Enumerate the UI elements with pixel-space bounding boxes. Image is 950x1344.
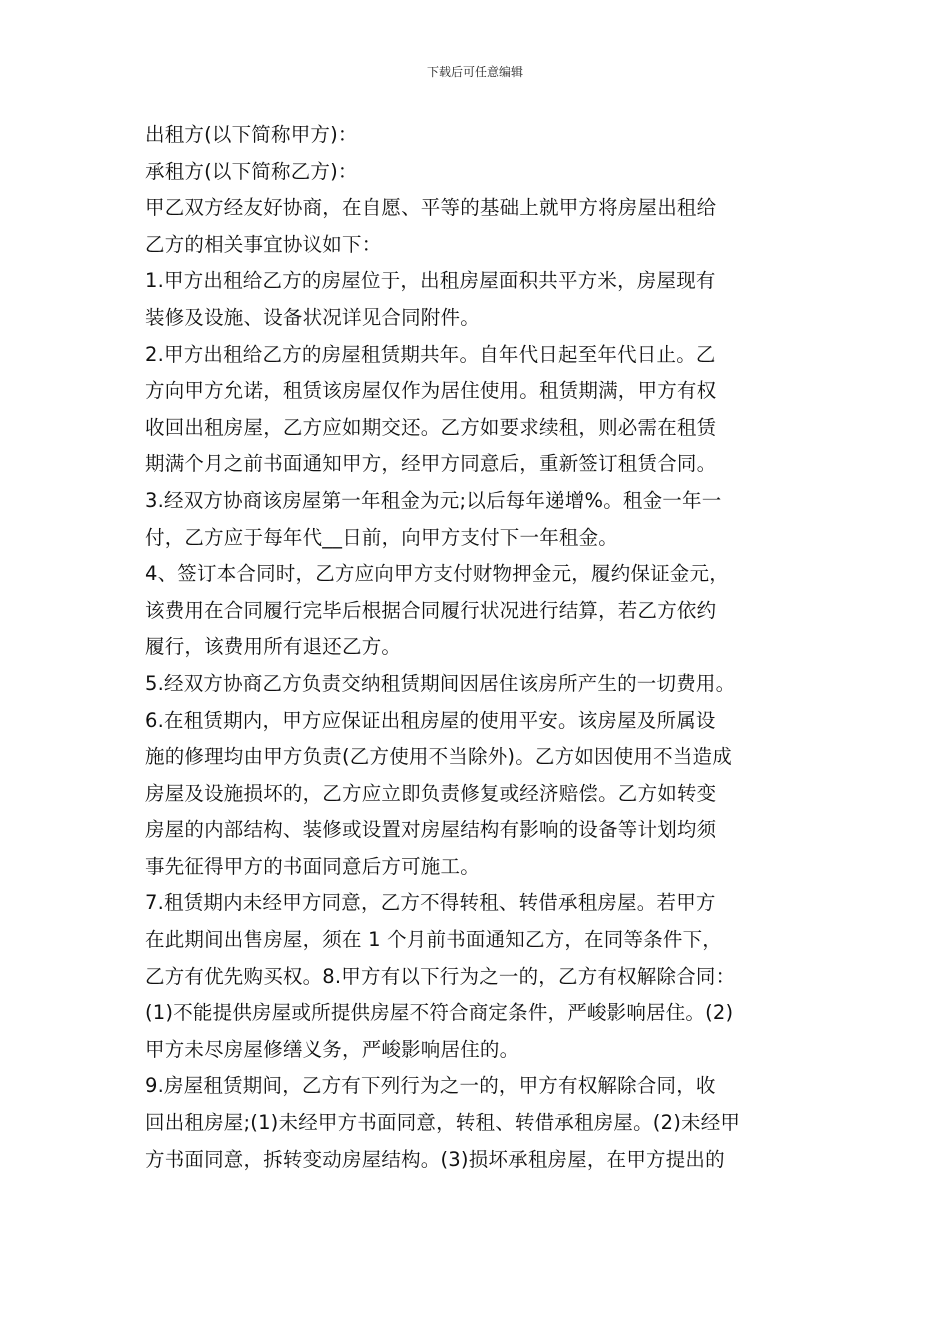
text-line: 方向甲方允诺，租赁该房屋仅作为居住使用。租赁期满，甲方有权 [145, 379, 717, 403]
text-line: 6.在租赁期内，甲方应保证出租房屋的使用平安。该房屋及所属设 [145, 708, 716, 732]
text-line: 9.房屋租赁期间，乙方有下列行为之一的，甲方有权解除合同，收 [145, 1074, 716, 1098]
text-line: 该费用在合同履行完毕后根据合同履行状况进行结算，若乙方依约 [145, 598, 717, 622]
text-line: 付，乙方应于每年代__日前，向甲方支付下一年租金。 [145, 525, 619, 549]
text-line: 履行，该费用所有退还乙方。 [145, 635, 402, 659]
text-line: 3.经双方协商该房屋第一年租金为元;以后每年递增%。租金一年一 [145, 488, 722, 512]
text-line: 回出租房屋;(1)未经甲方书面同意，转租、转借承租房屋。(2)未经甲 [145, 1111, 741, 1135]
text-line: 2.甲方出租给乙方的房屋租赁期共年。自年代日起至年代日止。乙 [145, 342, 716, 366]
text-line: 房屋及设施损坏的，乙方应立即负责修复或经济赔偿。乙方如转变 [145, 781, 717, 805]
text-line: 承租方(以下简称乙方)： [145, 159, 358, 183]
text-line: 1.甲方出租给乙方的房屋位于，出租房屋面积共平方米，房屋现有 [145, 269, 716, 293]
text-line: 7.租赁期内未经甲方同意，乙方不得转租、转借承租房屋。若甲方 [145, 891, 716, 915]
text-line: 4、签订本合同时，乙方应向甲方支付财物押金元，履约保证金元， [145, 562, 729, 586]
text-line: 在此期间出售房屋，须在 1 个月前书面通知乙方，在同等条件下， [145, 928, 723, 952]
text-line: 甲方未尽房屋修缮义务，严峻影响居住的。 [145, 1037, 520, 1061]
text-line: 乙方有优先购买权。8.甲方有以下行为之一的，乙方有权解除合同： [145, 964, 736, 988]
document-body [145, 117, 817, 1178]
text-line: 5.经双方协商乙方负责交纳租赁期间因居住该房所产生的一切费用。 [145, 671, 736, 695]
text-line: 施的修理均由甲方负责(乙方使用不当除外)。乙方如因使用不当造成 [145, 745, 732, 769]
text-line: 出租方(以下简称甲方)： [145, 123, 358, 146]
text-line: 甲乙双方经友好协商，在自愿、平等的基础上就甲方将房屋出租给 [145, 196, 717, 220]
text-line: 方书面同意，拆转变动房屋结构。(3)损坏承租房屋，在甲方提出的 [145, 1147, 725, 1171]
page-header: 下载后可任意编辑 [426, 65, 523, 79]
text-line: 装修及设施、设备状况详见合同附件。 [145, 305, 480, 329]
text-line: 收回出租房屋，乙方应如期交还。乙方如要求续租，则必需在租赁 [145, 415, 717, 439]
text-line: 房屋的内部结构、装修或设置对房屋结构有影响的设备等计划均须 [145, 818, 717, 842]
text-line: (1)不能提供房屋或所提供房屋不符合商定条件，严峻影响居住。(2) [145, 1001, 734, 1025]
text-line: 期满个月之前书面通知甲方，经甲方同意后，重新签订租赁合同。 [145, 452, 717, 476]
text-line: 事先征得甲方的书面同意后方可施工。 [145, 854, 480, 878]
text-line: 乙方的相关事宜协议如下： [145, 232, 382, 256]
